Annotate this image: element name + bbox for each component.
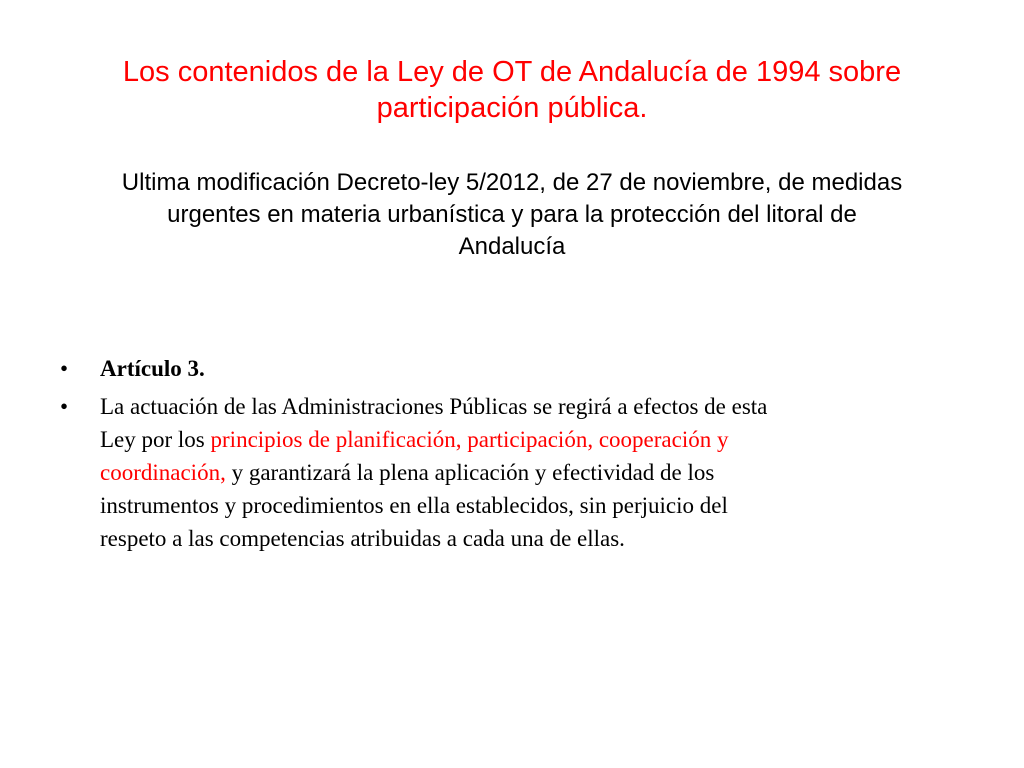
article-line-3	[100, 456, 956, 489]
article-line-2	[100, 423, 956, 456]
article-heading: Artículo 3.	[100, 356, 205, 381]
subtitle-line-2: urgentes en materia urbanística y para la protección del litoral de	[167, 201, 857, 228]
article-line-1: La actuación de las Administraciones Públicas se regirá a efectos de esta	[100, 394, 768, 419]
bullet-item-article	[56, 352, 956, 385]
title-line-2: participación pública.	[376, 92, 648, 124]
highlight-coordination: coordinación,	[100, 460, 226, 485]
highlight-principles: principios de planificación, participación, cooperación y	[210, 427, 729, 452]
title-line-1: Los contenidos de la Ley de OT de Andalucía de 1994 sobre	[122, 56, 902, 88]
bullet-dot-icon: •	[60, 356, 69, 381]
bullet-dot-icon: •	[60, 394, 69, 419]
slide-title	[40, 54, 984, 126]
article-line-5: respeto a las competencias atribuidas a cada una de ellas.	[100, 526, 625, 551]
article-text	[100, 390, 956, 555]
article-line-2-plain: Ley por los	[100, 427, 211, 452]
bullet-list	[56, 352, 956, 560]
article-line-3-plain: y garantizará la plena aplicación y efectividad de los	[225, 460, 715, 485]
subtitle-line-3: Andalucía	[458, 233, 566, 260]
bullet-item-text	[56, 390, 956, 555]
subtitle-line-1: Ultima modificación Decreto-ley 5/2012, de 27 de noviembre, de medidas	[121, 169, 903, 196]
article-line-4: instrumentos y procedimientos en ella establecidos, sin perjuicio del	[100, 493, 728, 518]
slide-subtitle	[40, 167, 984, 263]
